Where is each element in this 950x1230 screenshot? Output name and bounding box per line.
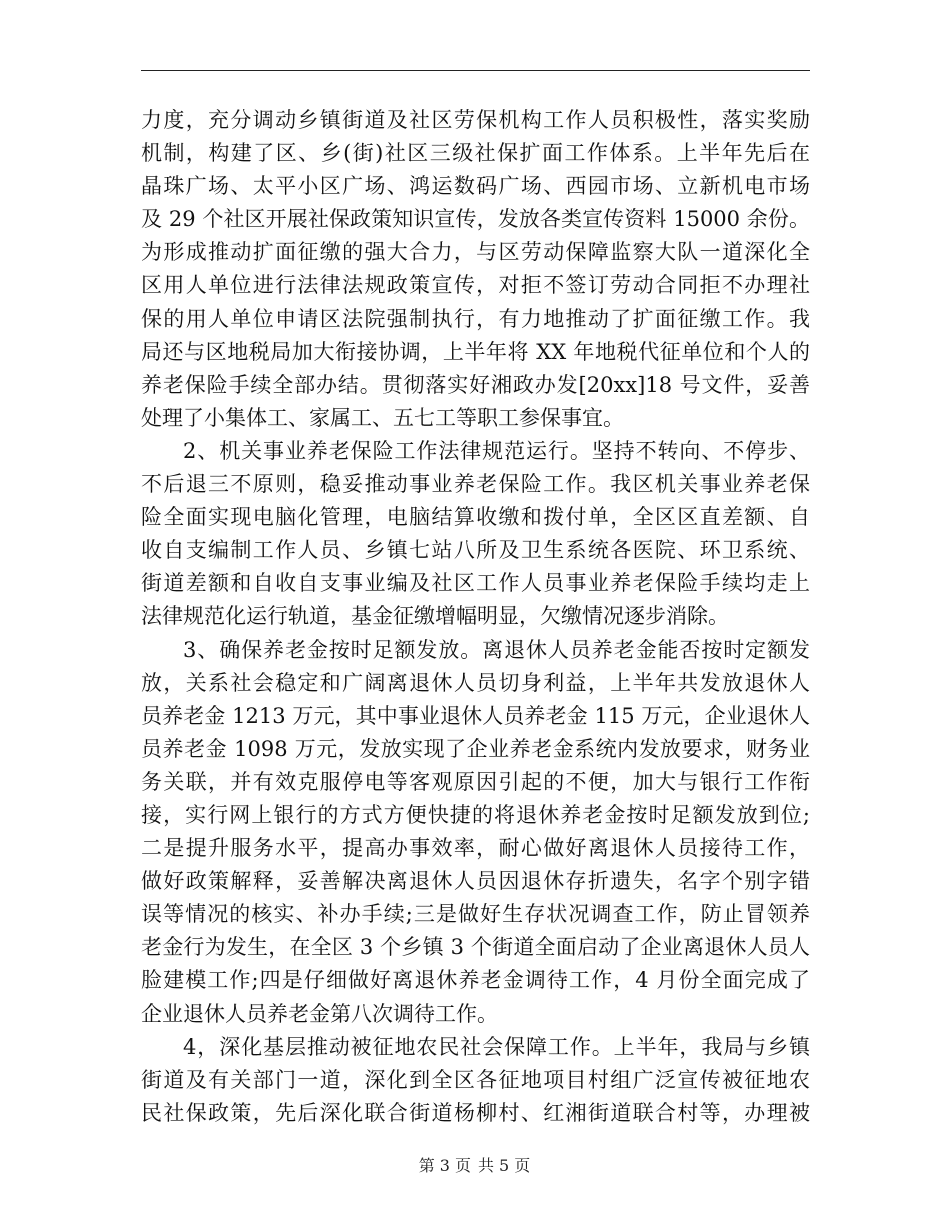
text-line: 力度，充分调动乡镇街道及社区劳保机构工作人员积极性，落实奖励 [141,108,810,132]
footer-middle: 页 共 [454,1156,496,1175]
text-line: 机制，构建了区、乡(街)社区三级社保扩面工作体系。上半年先后在 [141,141,810,166]
text-line: 晶珠广场、太平小区广场、鸿运数码广场、西园市场、立新机电市场 [141,174,810,199]
text-line: 街道及有关部门一道，深化到全区各征地项目村组广泛宣传被征地农 [141,1067,810,1092]
text-line: 保的用人单位申请区法院强制执行，有力地推动了扩面征缴工作。我 [141,306,810,331]
text-line: 收自支编制工作人员、乡镇七站八所及卫生系统各医院、环卫系统、 [141,538,810,563]
text-line: 接，实行网上银行的方式方便快捷的将退休养老金按时足额发放到位; [141,802,810,827]
text-line: 放，关系社会稳定和广阔离退休人员切身利益，上半年共发放退休人 [141,670,810,695]
text-line: 法律规范化运行轨道，基金征缴增幅明显，欠缴情况逐步消除。 [141,604,729,629]
text-line: 误等情况的核实、补办手续;三是做好生存状况调查工作，防止冒领养 [141,902,810,927]
page-footer [0,1153,950,1176]
footer-page-number: 3 [439,1156,451,1175]
text-line: 民社保政策，先后深化联合街道杨柳村、红湘街道联合村等，办理被 [141,1100,810,1125]
paragraph-heading-line: 2、机关事业养老保险工作法律规范运行。坚持不转向、不停步、 [183,438,810,463]
text-line: 处理了小集体工、家属工、五七工等职工参保事宜。 [141,405,624,430]
header-rule [141,70,810,71]
text-line: 局还与区地税局加大衔接协调，上半年将 XX 年地税代征单位和个人的 [141,339,810,364]
text-line: 为形成推动扩面征缴的强大合力，与区劳动保障监察大队一道深化全 [141,240,810,265]
footer-suffix: 页 [514,1156,532,1175]
text-line: 脸建模工作;四是仔细做好离退休养老金调待工作，4 月份全面完成了 [141,968,810,993]
paragraph-heading-line: 3、确保养老金按时足额发放。离退休人员养老金能否按时定额发 [183,637,810,662]
text-line: 二是提升服务水平，提高办事效率，耐心做好离退休人员接待工作， [141,836,810,861]
footer-prefix: 第 [418,1156,436,1175]
document-body [141,104,810,1130]
text-line: 区用人单位进行法律法规政策宣传，对拒不签订劳动合同拒不办理社 [141,273,810,298]
text-line: 做好政策解释，妥善解决离退休人员因退休存折遗失，名字个别字错 [141,869,810,894]
text-line: 老金行为发生，在全区 3 个乡镇 3 个街道全面启动了企业离退休人员人 [141,935,810,960]
text-line: 及 29 个社区开展社保政策知识宣传，发放各类宣传资料 15000 余份。 [141,207,810,232]
paragraph-heading-line: 4，深化基层推动被征地农民社会保障工作。上半年，我局与乡镇 [183,1034,810,1059]
text-line: 街道差额和自收自支事业编及社区工作人员事业养老保险手续均走上 [141,571,810,596]
text-line: 务关联，并有效克服停电等客观原因引起的不便，加大与银行工作衔 [141,769,810,794]
text-line: 养老保险手续全部办结。贯彻落实好湘政办发[20xx]18 号文件，妥善 [141,372,810,397]
text-line: 员养老金 1098 万元，发放实现了企业养老金系统内发放要求，财务业 [141,736,810,761]
text-line: 员养老金 1213 万元，其中事业退休人员养老金 115 万元，企业退休人 [141,703,810,728]
footer-total-pages: 5 [499,1156,511,1175]
text-line: 险全面实现电脑化管理，电脑结算收缴和拨付单，全区区直差额、自 [141,505,810,530]
text-line: 不后退三不原则，稳妥推动事业养老保险工作。我区机关事业养老保 [141,472,810,497]
text-line: 企业退休人员养老金第八次调待工作。 [141,1001,498,1026]
